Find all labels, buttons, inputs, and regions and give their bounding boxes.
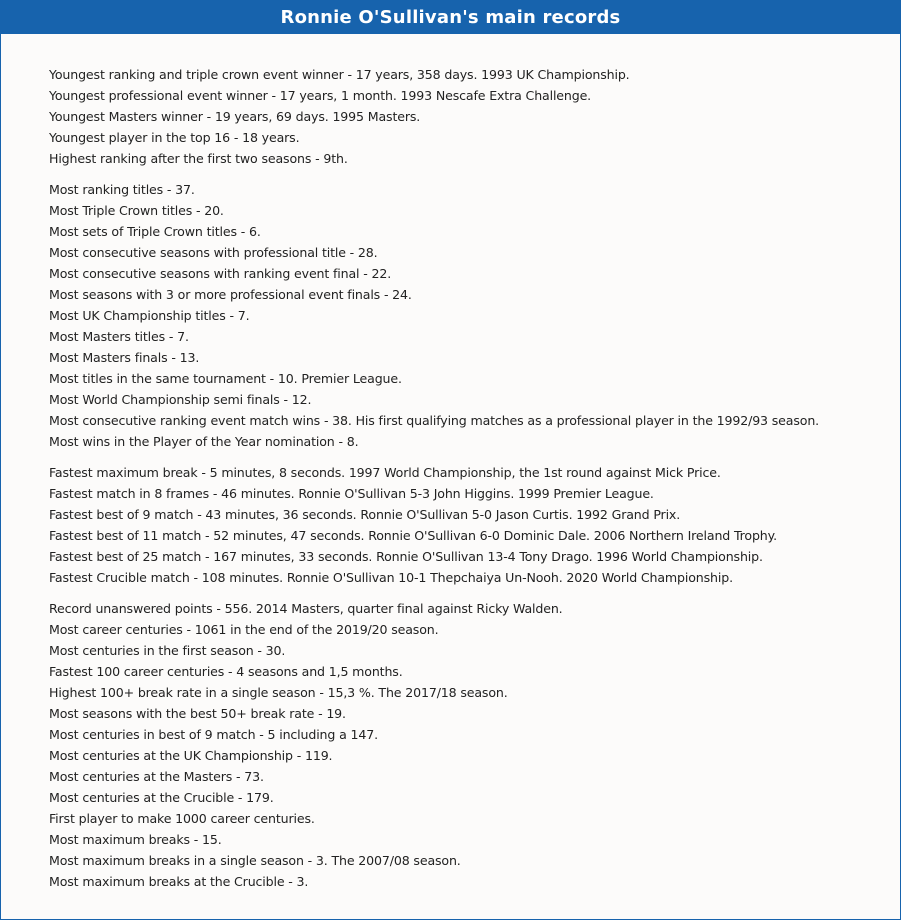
- record-item: Fastest maximum break - 5 minutes, 8 seconds. 1997 World Championship, the 1st round against Mick Price.: [49, 465, 721, 480]
- record-item: Youngest Masters winner - 19 years, 69 days. 1995 Masters.: [49, 109, 421, 124]
- record-item: Youngest player in the top 16 - 18 years.: [49, 130, 300, 145]
- records-group-breaks: [49, 598, 900, 892]
- record-item: Highest 100+ break rate in a single season - 15,3 %. The 2017/18 season.: [49, 685, 508, 700]
- record-item: Fastest best of 11 match - 52 minutes, 47 seconds. Ronnie O'Sullivan 6-0 Dominic Dale. 2006 Northern Ireland Trophy.: [49, 528, 778, 543]
- record-item: Most consecutive ranking event match wins - 38. His first qualifying matches as a professional player in the 1992/93 season.: [49, 413, 819, 428]
- record-item: Most Masters finals - 13.: [49, 350, 200, 365]
- record-item: Fastest best of 25 match - 167 minutes, 33 seconds. Ronnie O'Sullivan 13-4 Tony Drago. 1996 World Championship.: [49, 549, 763, 564]
- record-item: Fastest best of 9 match - 43 minutes, 36 seconds. Ronnie O'Sullivan 5-0 Jason Curtis. 1992 Grand Prix.: [49, 507, 681, 522]
- record-item: Most centuries in best of 9 match - 5 including a 147.: [49, 727, 378, 742]
- record-item: Most maximum breaks - 15.: [49, 832, 222, 847]
- records-group-titles: [49, 179, 900, 452]
- record-item: Most centuries at the Masters - 73.: [49, 769, 264, 784]
- record-item: Most centuries at the UK Championship - 119.: [49, 748, 333, 763]
- record-item: Record unanswered points - 556. 2014 Masters, quarter final against Ricky Walden.: [49, 601, 563, 616]
- record-item: Most career centuries - 1061 in the end of the 2019/20 season.: [49, 622, 439, 637]
- record-item: Most seasons with 3 or more professional event finals - 24.: [49, 287, 412, 302]
- record-item: Most maximum breaks at the Crucible - 3.: [49, 874, 309, 889]
- record-item: Most seasons with the best 50+ break rate - 19.: [49, 706, 346, 721]
- record-item: Highest ranking after the first two seasons - 9th.: [49, 151, 348, 166]
- record-item: Most consecutive seasons with professional title - 28.: [49, 245, 378, 260]
- records-group-fastest: [49, 462, 900, 588]
- record-item: Most World Championship semi finals - 12.: [49, 392, 312, 407]
- record-item: Most UK Championship titles - 7.: [49, 308, 250, 323]
- record-item: Most maximum breaks in a single season - 3. The 2007/08 season.: [49, 853, 461, 868]
- record-item: Most Triple Crown titles - 20.: [49, 203, 224, 218]
- records-group-youngest: [49, 64, 900, 169]
- record-item: Youngest ranking and triple crown event winner - 17 years, 358 days. 1993 UK Championship.: [49, 67, 630, 82]
- record-item: Fastest Crucible match - 108 minutes. Ronnie O'Sullivan 10-1 Thepchaiya Un-Nooh. 2020 World Championship.: [49, 570, 733, 585]
- panel-title: Ronnie O'Sullivan's main records: [1, 1, 900, 34]
- record-item: Most Masters titles - 7.: [49, 329, 189, 344]
- record-item: Fastest match in 8 frames - 46 minutes. Ronnie O'Sullivan 5-3 John Higgins. 1999 Premier League.: [49, 486, 654, 501]
- record-item: Most consecutive seasons with ranking event final - 22.: [49, 266, 392, 281]
- record-item: Most ranking titles - 37.: [49, 182, 195, 197]
- record-item: Most titles in the same tournament - 10. Premier League.: [49, 371, 402, 386]
- record-item: Fastest 100 career centuries - 4 seasons and 1,5 months.: [49, 664, 403, 679]
- records-body: [1, 34, 900, 892]
- record-item: Most wins in the Player of the Year nomination - 8.: [49, 434, 359, 449]
- record-item: Most centuries in the first season - 30.: [49, 643, 286, 658]
- record-item: First player to make 1000 career centuries.: [49, 811, 315, 826]
- record-item: Youngest professional event winner - 17 years, 1 month. 1993 Nescafe Extra Challenge.: [49, 88, 592, 103]
- record-item: Most centuries at the Crucible - 179.: [49, 790, 274, 805]
- record-item: Most sets of Triple Crown titles - 6.: [49, 224, 261, 239]
